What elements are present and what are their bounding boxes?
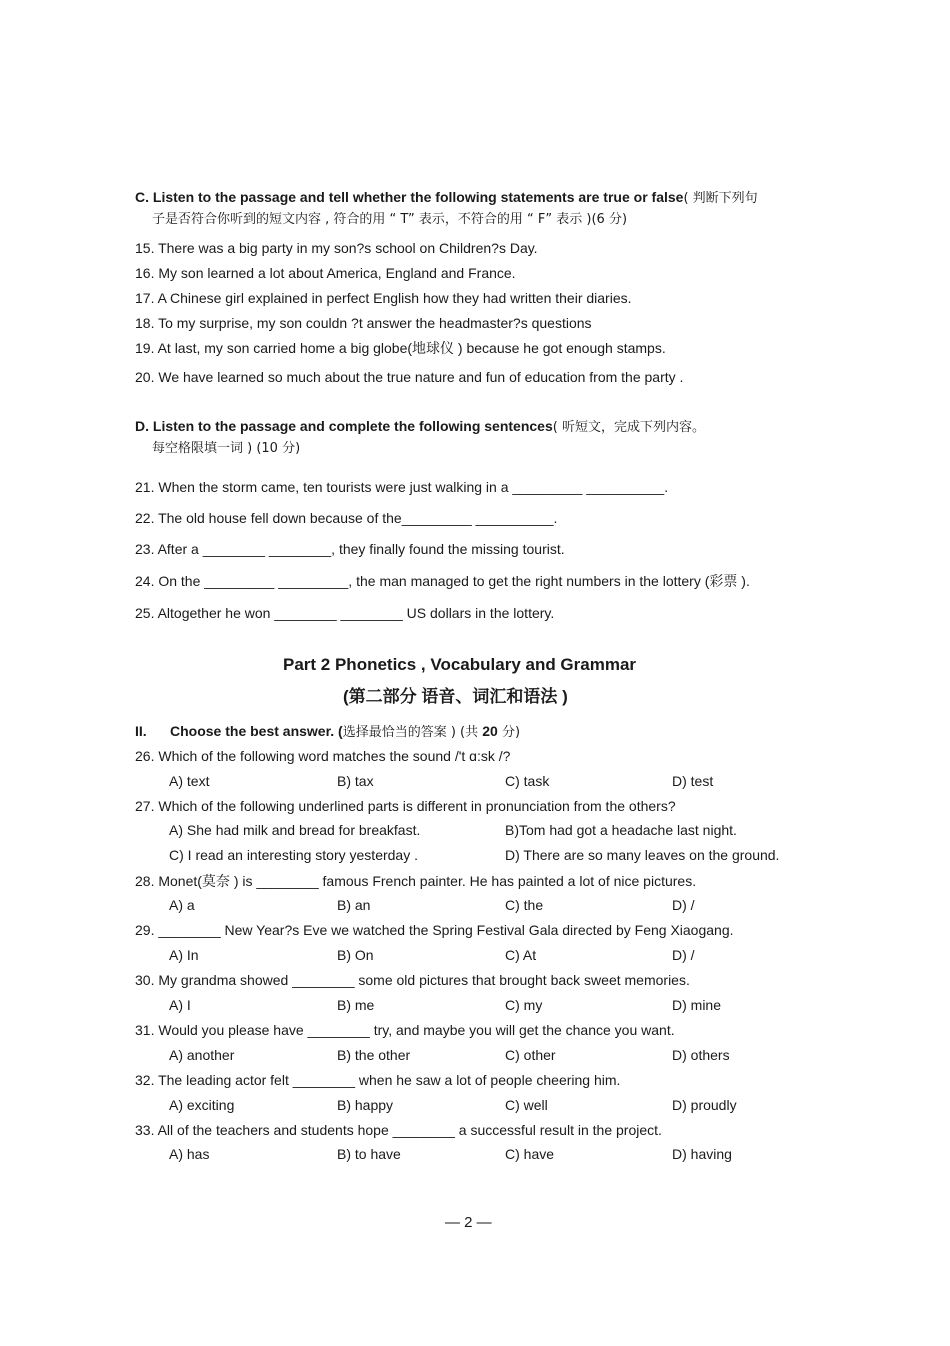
page-number: — 2 — bbox=[445, 1214, 492, 1231]
question-33: 33. All of the teachers and students hope ________ a successful result in the project. bbox=[135, 1122, 662, 1138]
q27-option-d: D) There are so many leaves on the ground. bbox=[505, 847, 780, 863]
section-c-heading: C. Listen to the passage and tell whether the following statements are true or false bbox=[135, 189, 684, 205]
q31-option-d: D) others bbox=[672, 1047, 730, 1063]
question-31: 31. Would you please have ________ try, and maybe you will get the chance you want. bbox=[135, 1022, 675, 1038]
section-ii-heading-cn: 选择最恰当的答案 ) (共 bbox=[342, 725, 483, 740]
q26-option-c: C) task bbox=[505, 773, 550, 789]
section-c-heading-cn: ( 判断下列句 bbox=[683, 191, 758, 206]
q30-option-d: D) mine bbox=[672, 997, 722, 1013]
statement-18: 18. To my surprise, my son couldn ?t answer the headmaster?s questions bbox=[135, 315, 592, 331]
q33-option-c: C) have bbox=[505, 1146, 555, 1162]
section-ii-heading-text bbox=[170, 722, 520, 742]
q29-option-b: B) On bbox=[337, 947, 374, 963]
statement-19: 19. At last, my son carried home a big globe(地球仪 ) because he got enough stamps. bbox=[135, 340, 666, 356]
q30-option-b: B) me bbox=[337, 997, 375, 1013]
sentence-21: 21. When the storm came, ten tourists were just walking in a _________ __________. bbox=[135, 479, 669, 495]
sentence-22: 22. The old house fell down because of the_________ __________. bbox=[135, 510, 558, 526]
section-d-heading-cn: ( 听短文，完成下列内容。 bbox=[552, 420, 705, 435]
section-c-heading-cn2: 子是否符合你听到的短文内容 , 符合的用 “ T” 表示，不符合的用 “ F” 表示 )(6 分) bbox=[152, 212, 628, 227]
q33-option-b: B) to have bbox=[337, 1146, 401, 1162]
q31-option-b: B) the other bbox=[337, 1047, 411, 1063]
q33-option-a: A) has bbox=[169, 1146, 210, 1162]
q28-option-d: D) / bbox=[672, 897, 695, 913]
statement-16: 16. My son learned a lot about America, England and France. bbox=[135, 265, 516, 281]
question-26: 26. Which of the following word matches the sound /'t ɑ:sk /? bbox=[135, 748, 511, 764]
statement-20: 20. We have learned so much about the true nature and fun of education from the party . bbox=[135, 369, 684, 385]
section-ii-heading-line bbox=[135, 722, 147, 740]
question-30: 30. My grandma showed ________ some old pictures that brought back sweet memories. bbox=[135, 972, 690, 988]
q29-option-d: D) / bbox=[672, 947, 695, 963]
section-ii-points: 20 bbox=[482, 723, 498, 739]
part-2-subtitle: (第二部分 语音、词汇和语法 ) bbox=[343, 687, 568, 706]
question-29: 29. ________ New Year?s Eve we watched the Spring Festival Gala directed by Feng Xiaogang. bbox=[135, 922, 734, 938]
section-d-heading: D. Listen to the passage and complete the following sentences bbox=[135, 418, 553, 434]
q27-option-a: A) She had milk and bread for breakfast. bbox=[169, 822, 421, 838]
sentence-24: 24. On the _________ _________, the man managed to get the right numbers in the lottery (彩票 ). bbox=[135, 573, 750, 589]
q33-option-d: D) having bbox=[672, 1146, 732, 1162]
question-27: 27. Which of the following underlined parts is different in pronunciation from the others? bbox=[135, 798, 676, 814]
q30-option-a: A) I bbox=[169, 997, 191, 1013]
q31-option-a: A) another bbox=[169, 1047, 235, 1063]
section-ii-heading-end: 分) bbox=[497, 725, 521, 740]
q29-option-c: C) At bbox=[505, 947, 537, 963]
q28-option-c: C) the bbox=[505, 897, 544, 913]
section-ii-roman: II. bbox=[135, 723, 147, 739]
q26-option-b: B) tax bbox=[337, 773, 374, 789]
q27-option-b: B)Tom had got a headache last night. bbox=[505, 822, 737, 838]
q26-option-a: A) text bbox=[169, 773, 210, 789]
q26-option-d: D) test bbox=[672, 773, 714, 789]
q28-option-b: B) an bbox=[337, 897, 371, 913]
q28-option-a: A) a bbox=[169, 897, 195, 913]
part-2-title: Part 2 Phonetics , Vocabulary and Grammar bbox=[283, 655, 637, 674]
q27-option-c: C) I read an interesting story yesterday . bbox=[169, 847, 418, 863]
sentence-23: 23. After a ________ ________, they finally found the missing tourist. bbox=[135, 541, 565, 557]
statement-17: 17. A Chinese girl explained in perfect English how they had written their diaries. bbox=[135, 290, 632, 306]
q32-option-c: C) well bbox=[505, 1097, 548, 1113]
statement-15: 15. There was a big party in my son?s school on Children?s Day. bbox=[135, 240, 538, 256]
q29-option-a: A) In bbox=[169, 947, 199, 963]
section-c-heading-line bbox=[135, 188, 758, 208]
q32-option-b: B) happy bbox=[337, 1097, 394, 1113]
question-32: 32. The leading actor felt ________ when he saw a lot of people cheering him. bbox=[135, 1072, 621, 1088]
q31-option-c: C) other bbox=[505, 1047, 556, 1063]
q32-option-a: A) exciting bbox=[169, 1097, 235, 1113]
section-d-heading-cn2: 每空格限填一词 ) (10 分) bbox=[152, 441, 301, 456]
q32-option-d: D) proudly bbox=[672, 1097, 737, 1113]
sentence-25: 25. Altogether he won ________ ________ US dollars in the lottery. bbox=[135, 605, 555, 621]
section-d-heading-line bbox=[135, 417, 705, 437]
section-ii-heading: Choose the best answer. ( bbox=[170, 723, 343, 739]
question-28: 28. Monet(莫奈 ) is ________ famous French painter. He has painted a lot of nice pictures. bbox=[135, 873, 697, 889]
q30-option-c: C) my bbox=[505, 997, 543, 1013]
